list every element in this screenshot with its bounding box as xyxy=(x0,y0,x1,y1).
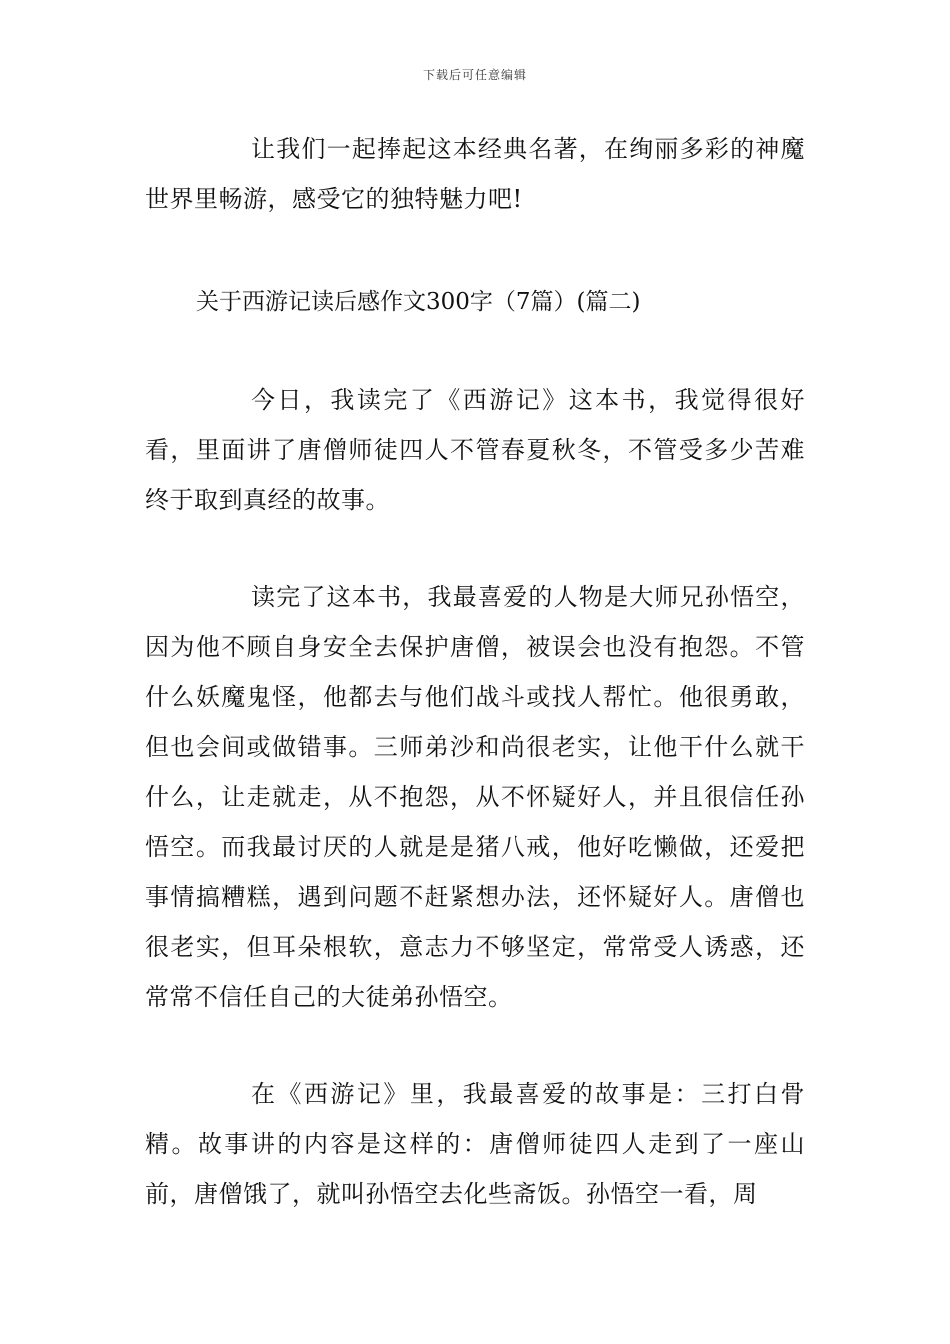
paragraph-1: 今日，我读完了《西游记》这本书，我觉得很好看，里面讲了唐僧师徒四人不管春夏秋冬，不管受多少苦难终于取到真经的故事。 xyxy=(145,386,805,514)
paragraph-intro: 让我们一起捧起这本经典名著，在绚丽多彩的神魔世界里畅游，感受它的独特魅力吧! xyxy=(145,135,805,213)
section-title: 关于西游记读后感作文300字（7篇）(篇二) xyxy=(196,289,641,315)
page-header: 下载后可任意编辑 xyxy=(422,68,527,82)
paragraph-2: 读完了这本书，我最喜爱的人物是大师兄孙悟空，因为他不顾自身安全去保护唐僧，被误会也没有抱怨。不管什么妖魔鬼怪，他都去与他们战斗或找人帮忙。他很勇敢，但也会间或做错事。三师弟沙和尚很老实，让他干什么就干什么，让走就走，从不抱怨，从不怀疑好人，并且很信任孙悟空。而我最讨厌的人就是是猪八戒，他好吃懒做，还爱把事情搞糟糕，遇到问题不赶紧想办法，还怀疑好人。唐僧也很老实，但耳朵根软，意志力不够坚定，常常受人诱惑，还常常不信任自己的大徒弟孙悟空。 xyxy=(145,583,805,1011)
paragraph-3: 在《西游记》里，我最喜爱的故事是：三打白骨精。故事讲的内容是这样的：唐僧师徒四人走到了一座山前，唐僧饿了，就叫孙悟空去化些斋饭。孙悟空一看，周 xyxy=(145,1080,805,1208)
